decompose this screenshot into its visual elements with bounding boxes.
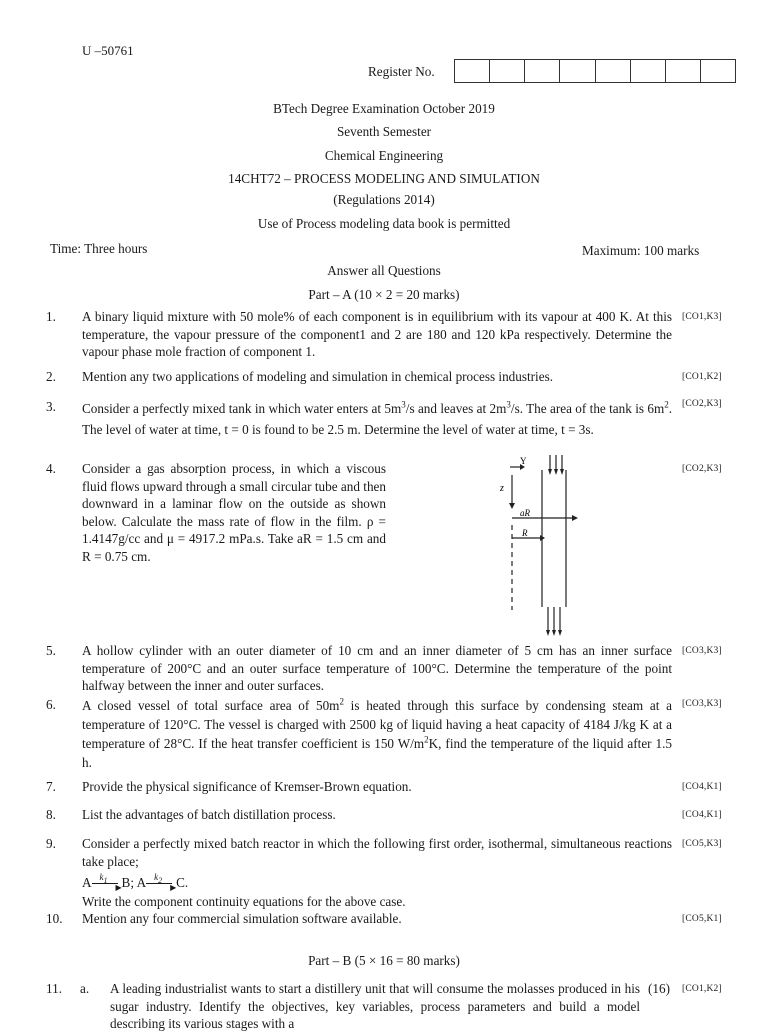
question-text: A leading industrialist wants to start a distillery unit that will consume the molasses produced in his sugar industry. Identify the objectives, key variables, process parameters and build a model describing its various stages with a <box>110 981 640 1031</box>
register-label: Register No. <box>368 64 435 79</box>
text-part: K, find the temperature of the liquid after 1.5 h. <box>82 736 673 770</box>
register-digit-box[interactable] <box>455 60 490 82</box>
diagram-label-r: R <box>522 528 528 538</box>
question-text: List the advantages of batch distillation process. <box>82 807 336 822</box>
permission-note: Use of Process modeling data book is permitted <box>257 216 511 231</box>
question-number: 5. <box>46 643 56 658</box>
marks: (16) <box>648 981 670 996</box>
part-b-heading: Part – B (5 × 16 = 80 marks) <box>308 953 460 968</box>
question-text: A hollow cylinder with an outer diameter of 10 cm and an inner diameter of 5 cm has an inner surface temperature of 200°C and an outer surface temperature of 100°C. Determine the temperature of the point halfway between the inner and outer surfaces. <box>82 643 672 693</box>
co-tag: [CO4,K1] <box>682 782 722 792</box>
question-number: 6. <box>46 697 56 712</box>
question-text <box>82 398 672 440</box>
co-tag: [CO1,K2] <box>682 984 722 994</box>
department: Chemical Engineering <box>324 148 444 163</box>
semester: Seventh Semester <box>336 124 432 139</box>
question-text-continued: Write the component continuity equations for the above case. <box>82 894 406 909</box>
species-a: A <box>136 875 147 890</box>
register-digit-box[interactable] <box>596 60 631 82</box>
question-text: Provide the physical significance of Kremser-Brown equation. <box>82 779 412 794</box>
register-digit-box[interactable] <box>525 60 560 82</box>
superscript: 2 <box>424 734 429 745</box>
rate-constant: k <box>99 872 104 882</box>
species-a: A <box>82 875 92 890</box>
co-tag: [CO3,K3] <box>682 699 722 709</box>
co-tag: [CO4,K1] <box>682 810 722 820</box>
reaction-arrow: $k_2$ ▶ <box>146 876 176 888</box>
text-part: A closed vessel of total surface area of 50m <box>82 698 340 713</box>
superscript: 2 <box>664 399 669 410</box>
species-b: B <box>121 875 131 890</box>
question-text: Mention any four commercial simulation software available. <box>82 911 402 926</box>
question-number: 7. <box>46 779 56 794</box>
diagram-label-ar: aR <box>520 508 530 518</box>
question-number: 9. <box>46 836 56 851</box>
register-number-boxes[interactable] <box>454 59 736 83</box>
question-text: Mention any two applications of modeling and simulation in chemical process industries. <box>82 369 553 384</box>
question-number: 4. <box>46 461 56 476</box>
rate-constant: k <box>154 872 159 882</box>
question-text <box>82 696 672 772</box>
register-digit-box[interactable] <box>560 60 595 82</box>
diagram-label-y: Y <box>520 456 527 466</box>
co-tag: [CO3,K3] <box>682 646 722 656</box>
time-label: Time: Three hours <box>50 241 148 256</box>
rate-subscript: 1 <box>103 875 108 885</box>
superscript: 2 <box>339 696 344 707</box>
text-part: /s and leaves at 2m <box>405 401 507 416</box>
register-digit-box[interactable] <box>701 60 735 82</box>
species-c: C <box>176 875 185 890</box>
question-number: 1. <box>46 309 56 324</box>
course-title: 14CHT72 – PROCESS MODELING AND SIMULATION <box>228 171 540 186</box>
separator: ; <box>130 875 134 890</box>
exam-title: BTech Degree Examination October 2019 <box>273 101 495 116</box>
film-flow-diagram <box>490 455 590 640</box>
instruction: Answer all Questions <box>327 263 441 278</box>
question-number: 8. <box>46 807 56 822</box>
co-tag: [CO2,K3] <box>682 464 722 474</box>
register-digit-box[interactable] <box>490 60 525 82</box>
max-marks: Maximum: 100 marks <box>582 243 700 258</box>
question-number: 3. <box>46 399 56 414</box>
text-part: . The level of water at time, t = 0 is found to be 2.5 m. Determine the level of water at time, t = 3s. <box>82 401 673 437</box>
co-tag: [CO1,K2] <box>682 372 722 382</box>
question-number: 2. <box>46 369 56 384</box>
diagram-label-z: z <box>500 483 504 494</box>
co-tag: [CO2,K3] <box>682 399 722 409</box>
paper-code: U –50761 <box>82 43 134 58</box>
co-tag: [CO1,K3] <box>682 312 722 322</box>
text-part: /s. The area of the tank is 6m <box>510 401 665 416</box>
question-number: 11. <box>46 981 62 996</box>
question-text: Consider a gas absorption process, in which a viscous fluid flows upward through a small circular tube and then downward in a laminar flow on the outside as shown below. Calculate the mass rate of flow in the film. ρ = 1.4147g/cc and μ = 4917.2 mPa.s. Take aR = 1.5 cm and R = 0.75 cm. <box>82 461 386 564</box>
regulations: (Regulations 2014) <box>333 192 435 207</box>
text-part: is heated through this surface by condensing steam at a temperature of 120°C. The vessel is charged with 2500 kg of liquid having a heat capacity of 4184 J/kg K at a temperature of 28°C. If the heat transfer coefficient is 150 W/m <box>82 698 672 751</box>
part-a-heading: Part – A (10 × 2 = 20 marks) <box>308 287 460 302</box>
question-text: Consider a perfectly mixed batch reactor in which the following first order, isothermal, simultaneous reactions take place; <box>82 836 672 869</box>
superscript: 3 <box>506 399 511 410</box>
superscript: 3 <box>401 399 406 410</box>
text-part: Consider a perfectly mixed tank in which water enters at 5m <box>82 401 402 416</box>
question-text: A binary liquid mixture with 50 mole% of each component is in equilibrium with its vapour at 400 K. At this temperature, the vapour pressure of the component1 and 2 are 180 and 120 kPa respectively. Determine the vapour phase mole fraction of component 1. <box>82 309 672 359</box>
rate-subscript: 2 <box>158 875 163 885</box>
register-digit-box[interactable] <box>631 60 666 82</box>
co-tag: [CO5,K3] <box>682 839 722 849</box>
reaction-equation: A $k_1$ ▶ B; A $k_2$ ▶ C. <box>82 872 189 892</box>
reaction-arrow: $k_1$ ▶ <box>92 876 122 888</box>
register-digit-box[interactable] <box>666 60 701 82</box>
question-number: 10. <box>46 911 63 926</box>
co-tag: [CO5,K1] <box>682 914 722 924</box>
sub-question-label: a. <box>80 981 90 996</box>
